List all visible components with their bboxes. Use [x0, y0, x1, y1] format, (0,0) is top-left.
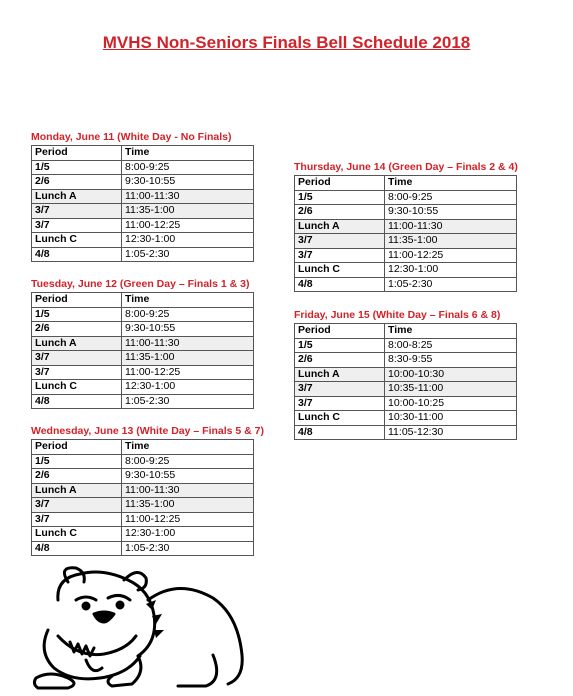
period-cell: Lunch C: [32, 527, 122, 542]
table-row: [32, 541, 254, 556]
schedule-table: [31, 439, 254, 556]
period-cell: Lunch C: [295, 411, 385, 426]
table-row: [32, 483, 254, 498]
table-row: [32, 247, 254, 262]
table-row: [295, 382, 517, 397]
table-row: [295, 234, 517, 249]
table-row: [32, 527, 254, 542]
period-cell: 3/7: [32, 204, 122, 219]
time-cell: 11:35-1:00: [122, 498, 254, 513]
time-cell: 10:35-11:00: [385, 382, 517, 397]
time-cell: 8:00-9:25: [122, 160, 254, 175]
period-cell: 4/8: [32, 541, 122, 556]
table-header-row: [32, 440, 254, 455]
time-header: Time: [122, 293, 254, 308]
period-cell: 4/8: [32, 247, 122, 262]
table-row: [32, 322, 254, 337]
time-header: Time: [122, 440, 254, 455]
time-header: Time: [385, 176, 517, 191]
table-row: [32, 365, 254, 380]
bulldog-mascot-icon: [28, 560, 253, 690]
table-row: [32, 351, 254, 366]
time-cell: 8:30-9:55: [385, 353, 517, 368]
period-header: Period: [32, 440, 122, 455]
schedule-friday: [294, 309, 516, 440]
table-row: [295, 219, 517, 234]
period-cell: 1/5: [32, 160, 122, 175]
table-header-row: [32, 146, 254, 161]
period-cell: Lunch A: [32, 189, 122, 204]
table-row: [295, 425, 517, 440]
period-header: Period: [295, 176, 385, 191]
time-cell: 12:30-1:00: [122, 527, 254, 542]
period-cell: 2/6: [32, 322, 122, 337]
table-row: [32, 498, 254, 513]
table-header-row: [295, 176, 517, 191]
period-cell: Lunch C: [32, 233, 122, 248]
table-row: [295, 263, 517, 278]
period-cell: 3/7: [295, 248, 385, 263]
schedule-table: [31, 145, 254, 262]
time-cell: 11:35-1:00: [385, 234, 517, 249]
period-cell: 1/5: [32, 454, 122, 469]
time-cell: 9:30-10:55: [122, 469, 254, 484]
time-cell: 10:00-10:25: [385, 396, 517, 411]
table-row: [295, 411, 517, 426]
table-row: [295, 367, 517, 382]
time-cell: 11:00-12:25: [385, 248, 517, 263]
time-cell: 11:00-11:30: [122, 483, 254, 498]
period-cell: Lunch A: [295, 367, 385, 382]
time-cell: 11:00-11:30: [122, 189, 254, 204]
time-cell: 8:00-9:25: [122, 307, 254, 322]
period-header: Period: [295, 324, 385, 339]
time-cell: 1:05-2:30: [122, 541, 254, 556]
schedule-monday: [31, 131, 253, 262]
period-cell: Lunch A: [295, 219, 385, 234]
time-cell: 12:30-1:00: [122, 380, 254, 395]
period-cell: 2/6: [32, 469, 122, 484]
table-row: [32, 454, 254, 469]
table-row: [295, 248, 517, 263]
table-row: [32, 469, 254, 484]
table-row: [295, 277, 517, 292]
period-cell: 2/6: [295, 353, 385, 368]
table-row: [32, 233, 254, 248]
time-cell: 12:30-1:00: [122, 233, 254, 248]
schedule-table: [294, 175, 517, 292]
period-cell: 2/6: [295, 205, 385, 220]
period-cell: Lunch A: [32, 336, 122, 351]
table-row: [32, 218, 254, 233]
period-cell: 3/7: [32, 512, 122, 527]
time-cell: 12:30-1:00: [385, 263, 517, 278]
period-cell: 3/7: [295, 396, 385, 411]
period-cell: Lunch A: [32, 483, 122, 498]
table-row: [32, 189, 254, 204]
period-cell: 3/7: [32, 365, 122, 380]
period-header: Period: [32, 146, 122, 161]
period-cell: 2/6: [32, 175, 122, 190]
schedule-table: [294, 323, 517, 440]
schedule-tuesday: [31, 278, 253, 409]
schedule-heading: Monday, June 11 (White Day - No Finals): [31, 131, 232, 143]
time-cell: 9:30-10:55: [385, 205, 517, 220]
time-cell: 1:05-2:30: [385, 277, 517, 292]
table-row: [295, 396, 517, 411]
time-cell: 10:00-10:30: [385, 367, 517, 382]
time-cell: 1:05-2:30: [122, 247, 254, 262]
time-cell: 11:35-1:00: [122, 204, 254, 219]
period-cell: 3/7: [32, 498, 122, 513]
table-row: [295, 190, 517, 205]
period-cell: Lunch C: [32, 380, 122, 395]
table-row: [295, 338, 517, 353]
time-header: Time: [122, 146, 254, 161]
schedule-thursday: [294, 161, 516, 292]
period-cell: Lunch C: [295, 263, 385, 278]
period-cell: 3/7: [32, 351, 122, 366]
period-cell: 1/5: [295, 338, 385, 353]
time-cell: 8:00-8:25: [385, 338, 517, 353]
period-cell: 1/5: [32, 307, 122, 322]
time-cell: 11:00-12:25: [122, 365, 254, 380]
time-cell: 11:35-1:00: [122, 351, 254, 366]
schedule-heading: Tuesday, June 12 (Green Day – Finals 1 & 3): [31, 278, 250, 290]
period-cell: 4/8: [295, 277, 385, 292]
time-cell: 11:05-12:30: [385, 425, 517, 440]
time-header: Time: [385, 324, 517, 339]
table-row: [32, 175, 254, 190]
schedule-heading: Friday, June 15 (White Day – Finals 6 & 8): [294, 309, 501, 321]
schedule-heading: Thursday, June 14 (Green Day – Finals 2 & 4): [294, 161, 518, 173]
time-cell: 11:00-11:30: [385, 219, 517, 234]
table-row: [295, 205, 517, 220]
time-cell: 8:00-9:25: [122, 454, 254, 469]
time-cell: 1:05-2:30: [122, 394, 254, 409]
time-cell: 8:00-9:25: [385, 190, 517, 205]
table-row: [32, 204, 254, 219]
table-row: [32, 380, 254, 395]
table-header-row: [295, 324, 517, 339]
period-cell: 3/7: [32, 218, 122, 233]
period-cell: 4/8: [295, 425, 385, 440]
page-title: MVHS Non-Seniors Finals Bell Schedule 2018: [102, 33, 471, 52]
time-cell: 11:00-11:30: [122, 336, 254, 351]
time-cell: 9:30-10:55: [122, 175, 254, 190]
period-header: Period: [32, 293, 122, 308]
table-row: [295, 353, 517, 368]
period-cell: 3/7: [295, 234, 385, 249]
table-row: [32, 336, 254, 351]
time-cell: 11:00-12:25: [122, 218, 254, 233]
period-cell: 3/7: [295, 382, 385, 397]
schedule-table: [31, 292, 254, 409]
time-cell: 9:30-10:55: [122, 322, 254, 337]
table-row: [32, 160, 254, 175]
time-cell: 10:30-11:00: [385, 411, 517, 426]
schedule-wednesday: [31, 425, 265, 556]
table-row: [32, 394, 254, 409]
table-header-row: [32, 293, 254, 308]
period-cell: 1/5: [295, 190, 385, 205]
time-cell: 11:00-12:25: [122, 512, 254, 527]
period-cell: 4/8: [32, 394, 122, 409]
schedule-heading: Wednesday, June 13 (White Day – Finals 5 & 7): [31, 425, 265, 437]
table-row: [32, 307, 254, 322]
table-row: [32, 512, 254, 527]
